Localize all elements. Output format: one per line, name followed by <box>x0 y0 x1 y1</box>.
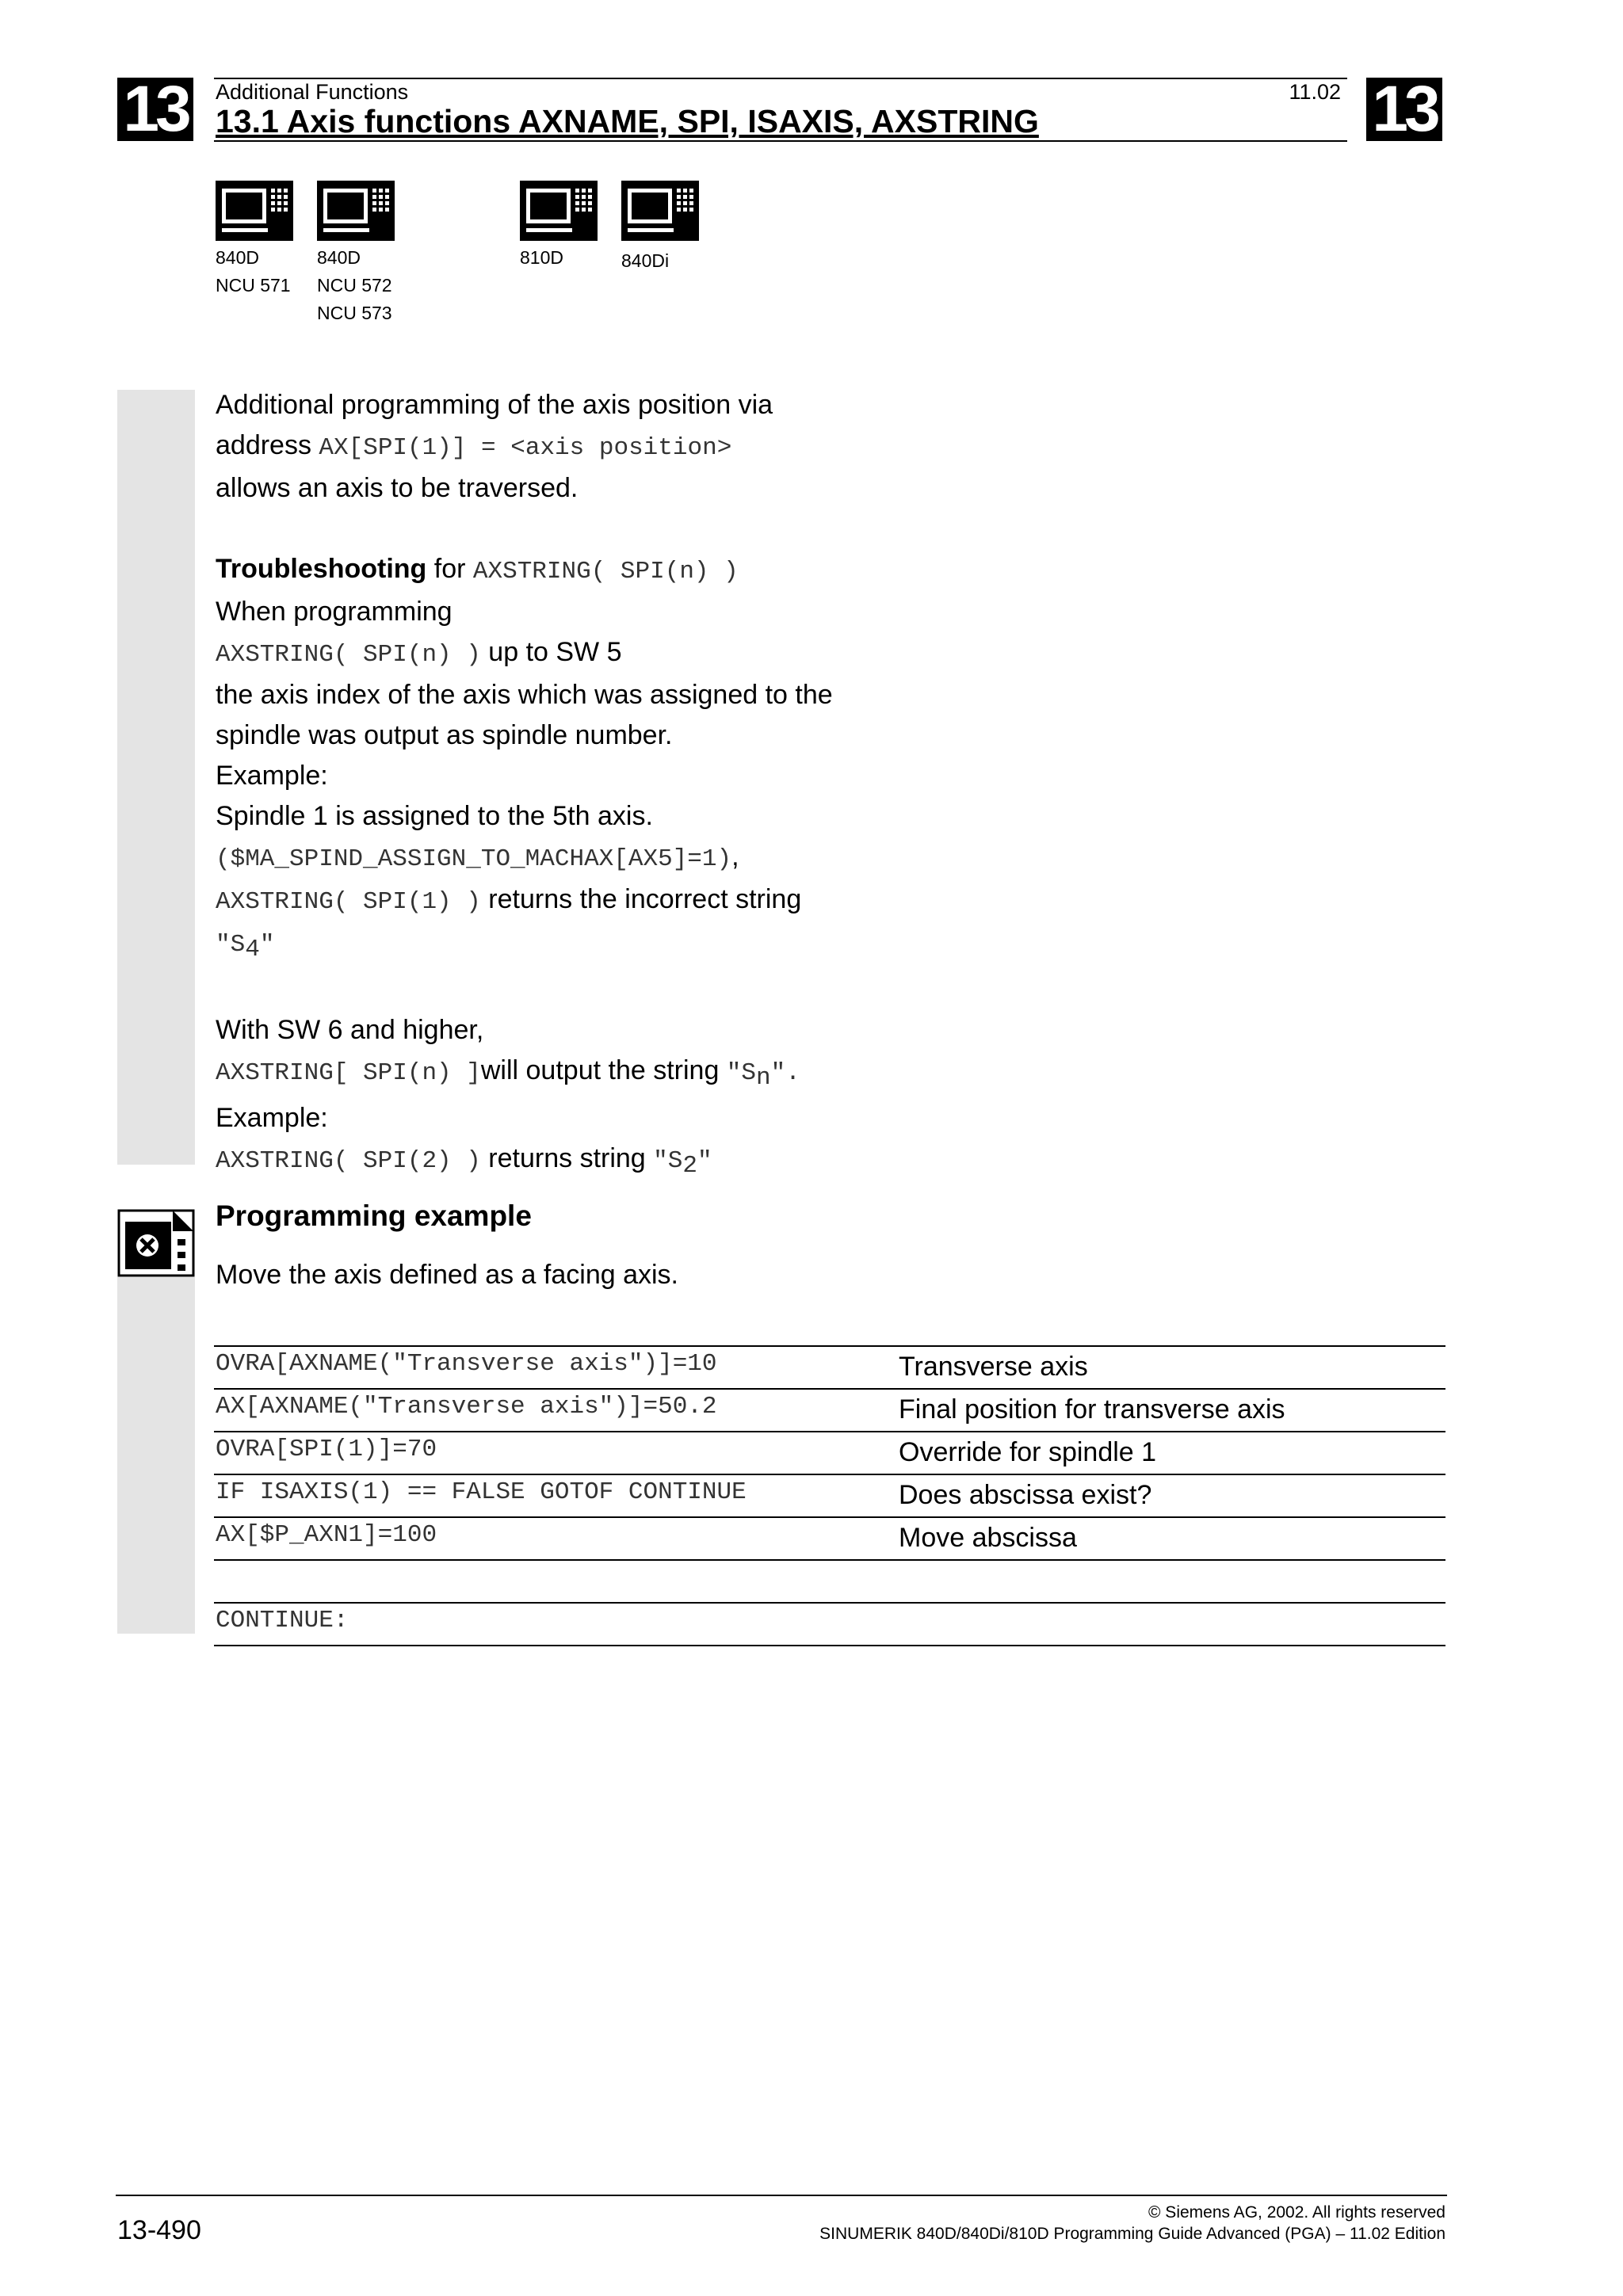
comment-cell: Does abscissa exist? <box>899 1480 1152 1510</box>
paragraph: spindle was output as spindle number. <box>216 720 673 750</box>
document-title: SINUMERIK 840D/840Di/810D Programming Guide Advanced (PGA) – 11.02 Edition <box>819 2225 1445 2243</box>
paragraph: Troubleshooting for AXSTRING( SPI(n) ) <box>216 554 739 585</box>
code-inline: AXSTRING( SPI(1) ) <box>216 888 481 916</box>
code-cell: OVRA[SPI(1)]=70 <box>216 1436 437 1463</box>
code-cell: OVRA[AXNAME("Transverse axis")]=10 <box>216 1350 717 1378</box>
page-number: 13-490 <box>117 2215 201 2245</box>
comment-cell: Move abscissa <box>899 1523 1077 1553</box>
control-label-810d: 810D <box>520 247 563 268</box>
paragraph: allows an axis to be traversed. <box>216 473 579 503</box>
paragraph: Example: <box>216 1103 328 1133</box>
code-inline: AXSTRING( SPI(n) ) <box>216 641 481 669</box>
code-inline: AXSTRING[ SPI(n) ] <box>216 1059 481 1087</box>
page-title: 13.1 Axis functions AXNAME, SPI, ISAXIS, AXSTRING <box>216 103 1039 139</box>
copyright: © Siemens AG, 2002. All rights reserved <box>1148 2203 1445 2222</box>
code-inline: AXSTRING( SPI(n) ) <box>472 558 739 585</box>
table-row <box>214 1432 1445 1475</box>
comment-cell: Final position for transverse axis <box>899 1394 1285 1425</box>
chapter-tab-left: 13 <box>117 78 193 141</box>
header-top-rule <box>214 78 1347 79</box>
table-row <box>214 1347 1445 1390</box>
table-row <box>214 1561 1445 1604</box>
chapter-tab-right: 13 <box>1366 78 1442 141</box>
paragraph: AXSTRING( SPI(n) ) up to SW 5 <box>216 637 622 669</box>
header-rule <box>214 140 1347 142</box>
control-label-840d-ncu572: 840D NCU 572 NCU 573 <box>317 247 392 323</box>
code-inline: AXSTRING( SPI(2) ) <box>216 1147 481 1175</box>
control-panel-icon <box>317 181 395 241</box>
paragraph: AXSTRING( SPI(1) ) returns the incorrect string <box>216 884 802 916</box>
code-cell: AX[$P_AXN1]=100 <box>216 1521 437 1549</box>
paragraph: ($MA_SPIND_ASSIGN_TO_MACHAX[AX5]=1), <box>216 841 739 873</box>
paragraph: Example: <box>216 761 328 791</box>
code-table <box>214 1345 1445 1646</box>
table-row <box>214 1390 1445 1432</box>
control-panel-icon <box>621 181 699 241</box>
code-cell: CONTINUE: <box>216 1607 349 1634</box>
paragraph: AXSTRING( SPI(2) ) returns string "S2" <box>216 1143 712 1180</box>
code-cell: IF ISAXIS(1) == FALSE GOTOF CONTINUE <box>216 1478 747 1506</box>
body-text <box>216 385 929 1186</box>
footer-rule <box>116 2195 1447 2196</box>
paragraph: When programming <box>216 597 453 627</box>
paragraph: "S4" <box>216 931 275 963</box>
section-description: Move the axis defined as a facing axis. <box>216 1260 678 1290</box>
comment-cell: Transverse axis <box>899 1352 1088 1382</box>
paragraph: address AX[SPI(1)] = <axis position> <box>216 430 732 462</box>
comment-cell: Override for spindle 1 <box>899 1437 1157 1467</box>
program-example-icon <box>117 1209 195 1277</box>
code-cell: AX[AXNAME("Transverse axis")]=50.2 <box>216 1393 717 1421</box>
paragraph: With SW 6 and higher, <box>216 1015 484 1045</box>
control-panel-icon <box>520 181 598 241</box>
table-row <box>214 1518 1445 1561</box>
table-row <box>214 1475 1445 1518</box>
code-inline: AX[SPI(1)] = <axis position> <box>319 434 732 462</box>
code-inline: ($MA_SPIND_ASSIGN_TO_MACHAX[AX5]=1) <box>216 845 732 873</box>
control-label-840d-ncu571: 840D NCU 571 <box>216 247 291 296</box>
paragraph: Spindle 1 is assigned to the 5th axis. <box>216 801 653 831</box>
margin-bar <box>117 390 195 1165</box>
header-edition: 11.02 <box>1289 80 1341 104</box>
paragraph: the axis index of the axis which was assigned to the <box>216 680 833 710</box>
table-row <box>214 1604 1445 1646</box>
troubleshooting-heading: Troubleshooting <box>216 554 427 584</box>
header-section: Additional Functions <box>216 80 409 104</box>
section-heading: Programming example <box>216 1199 532 1232</box>
control-label-840di: 840Di <box>621 250 670 271</box>
control-panel-icon <box>216 181 293 241</box>
paragraph: AXSTRING[ SPI(n) ]will output the string "Sn". <box>216 1055 800 1092</box>
paragraph: Additional programming of the axis position via <box>216 390 773 420</box>
